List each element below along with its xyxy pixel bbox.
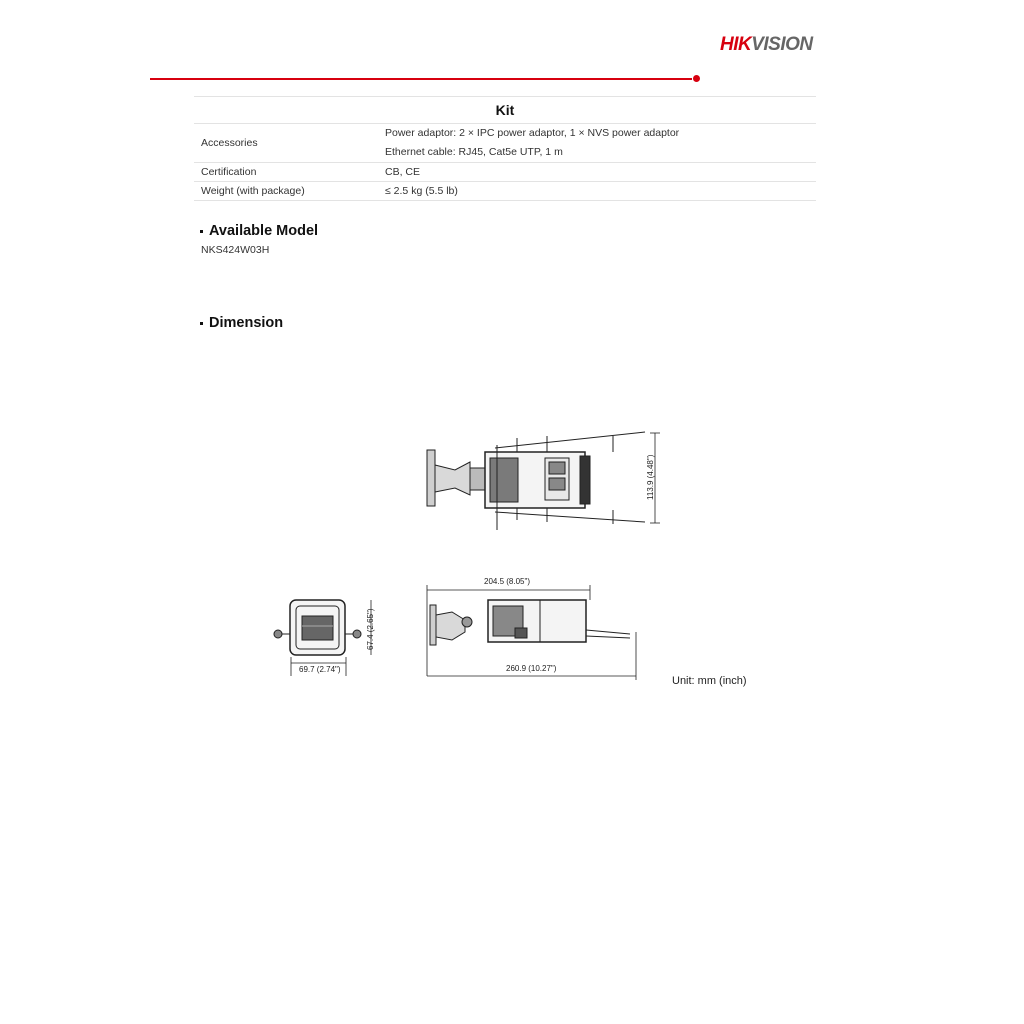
row-value-certification: CB, CE [378,163,816,182]
total-length-label: 260.9 (10.27") [506,664,557,673]
hikvision-logo: HIKVISION [720,34,813,55]
row-label-accessories: Accessories [194,124,378,163]
top-view-drawing [427,432,660,530]
front-height-label: 67.4 (2.65") [366,608,375,650]
row-value-accessories: Power adaptor: 2 × IPC power adaptor, 1 × NVS power adaptor Ethernet cable: RJ45, Cat5e UTP, 1 m [378,124,816,163]
front-width-label: 69.7 (2.74") [299,665,341,674]
row-label-certification: Certification [194,163,378,182]
model-number: NKS424W03H [201,244,270,256]
height-dimension-label: 113.9 (4.48") [646,454,655,500]
row-value-weight: ≤ 2.5 kg (5.5 lb) [378,182,816,201]
row-label-weight: Weight (with package) [194,182,378,201]
dimension-heading: Dimension [200,315,283,331]
available-model-heading: Available Model [200,223,318,239]
kit-title: Kit [194,97,816,124]
body-length-label: 204.5 (8.05") [484,577,530,586]
unit-note: Unit: mm (inch) [672,675,747,687]
